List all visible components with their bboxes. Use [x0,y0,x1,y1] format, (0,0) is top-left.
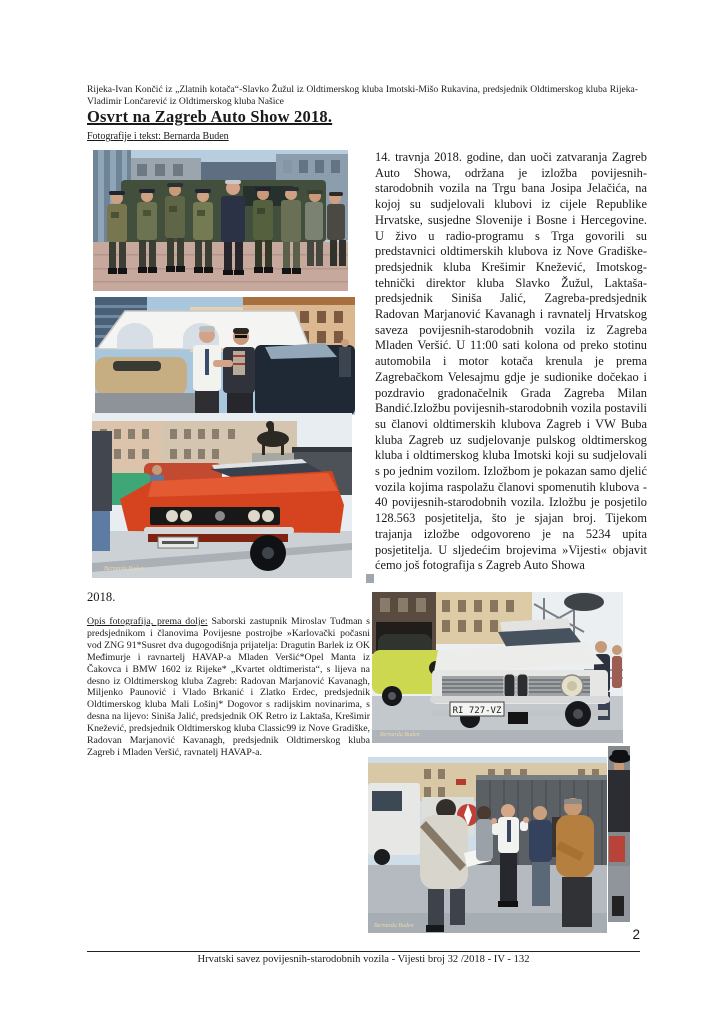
photo-watermark: Bernarda Buden [374,923,414,929]
photo-red-opel-manta-image [92,413,352,578]
photo-fragment [366,574,374,583]
photo-radio-interview-image [368,757,607,933]
credit-line: Fotografije i tekst: Bernarda Buden [87,131,229,142]
page-title: Osvrt na Zagreb Auto Show 2018. [87,107,333,126]
photo-handshake-friends [95,297,355,415]
article-body: 14. travnja 2018. godine, dan uoči zatvaranja Zagreb Auto Showa, održana je izložba povijesnih-starodobnih vozila na Trgu bana Josipa Jelačića, na kojoj su sudjelovali klubovi iz cijele Republike Hrvatske, susjedne Slovenije i Bosne i Hercegovine. U živo u radio-programu s Trga govorili su predstavnici oldtimerskih klubova iz Nove Gradiške-predsjednik kluba Krešimir Knežević, Imotskog-tehnički direktor kluba Slavko Žužul, Laktaša-predsjednik Siniša Jalić, Zagreba-predsjednik Radovan Marjanović Kavanagh i ravnatelj Hrvatskog saveza povijesnih-starodobnih vozila iz Zagreba Mladen Veršić. U 11:00 sati kolona od preko stotinu automobila i motor kotača krenula je prema Zagrebačkom Velesajmu gdje je sudionike dočekao i pozdravio gradonačelnik Grada Zagreba Milan Bandić.Izložbu povijesnih-starodobnih vozila postavili su članovi oldtimerskih klubova Zagreb i VW Buba kluba Zagreb uz sudjelovanje pulskog oldtimerskog kluba i oldtimerskog kluba Imotski koji su sudjelovali s po jednim vozilom. Izložbom je pokazan samo djelić vozila kojima raspolažu članovi spomenutih klubova - 40 povijesnih-starodobnih vozila. Izložbu je posjetilo 128.563 posjetitelja, što je sjajan broj. Tijekom trajanja izložbe odgovoreno je na 5234 upita posjetitelja. U sljedećim brojevima »Vijesti« objavit ćemo još fotografija s Zagreb Auto Showa [375,150,647,573]
photo-radio-interview [368,757,607,933]
photo-military-group [93,150,348,291]
header-caption: Rijeka-Ivan Končić iz „Zlatnih kotača“-Slavko Žužul iz Oldtimerskog kluba Imotski-Mišo Rukavina, predsjednik Oldtimerskog kluba Rijeka-Vladimir Lončarević iz Oldtimerskog kluba Našice [87,84,638,107]
photo-red-opel-manta [92,413,352,578]
photo-military-group-image [93,150,348,291]
photo-watermark: Bernarda Buden [380,732,420,738]
footer-divider [87,951,640,952]
photo-white-bmw-1602 [372,592,623,743]
photo-white-bmw-image [372,592,623,743]
photo-descriptions-text: Saborski zastupnik Miroslav Tuđman s predsjednikom i članovima Povijesne postrojbe »Karlovački počasni vod ZNG 91*Susret dva dugogodišnja prijatelja: Dragutin Barlek iz OK Međimurje i ravnartelj HAVAP-a Mladen Veršić*Opel Manta iz Čakovca i BMW 1602 iz Rijeke* „Kvartet oldtimerista“, s lijeva na desno iz Oldtimerskog kluba Zagreb: Radovan Marjanović Kavanagh, Miljenko Paunović i Vlado Brkanić i Zlatko Erdec, predsjednik Oldtimerskog kluba Mali Lošinj* Dogovor s radijskim novinarima, s desna na lijevo: Siniša Jalić, predsjednik OK Retro iz Laktaša, Krešimir Knežević, predsjednik Oldtimerskog kluba Classic99 iz Nove Gradiške, Radovan Marjanović Kavanagh, predsjednik Oldtimerskog kluba Zagreb i Mladen Veršić, ravnatelj HAVAP-a. [87,616,370,758]
photo-descriptions [87,616,370,759]
page-number: 2 [632,927,640,942]
footer-text: Hrvatski savez povijesnih-starodobnih vozila - Vijesti broj 32 /2018 - IV - 132 [197,954,530,965]
photo-watermark: Bernarda Buden [104,566,144,572]
photo-handshake-image [95,297,355,415]
photo-strip-image [608,746,630,922]
license-plate: RI 727-VZ [452,706,502,716]
photo-strip-man-with-hat [608,746,630,922]
photo-descriptions-intro: Opis fotografija, prema dolje: [87,616,208,627]
article-continuation: 2018. [87,590,116,604]
